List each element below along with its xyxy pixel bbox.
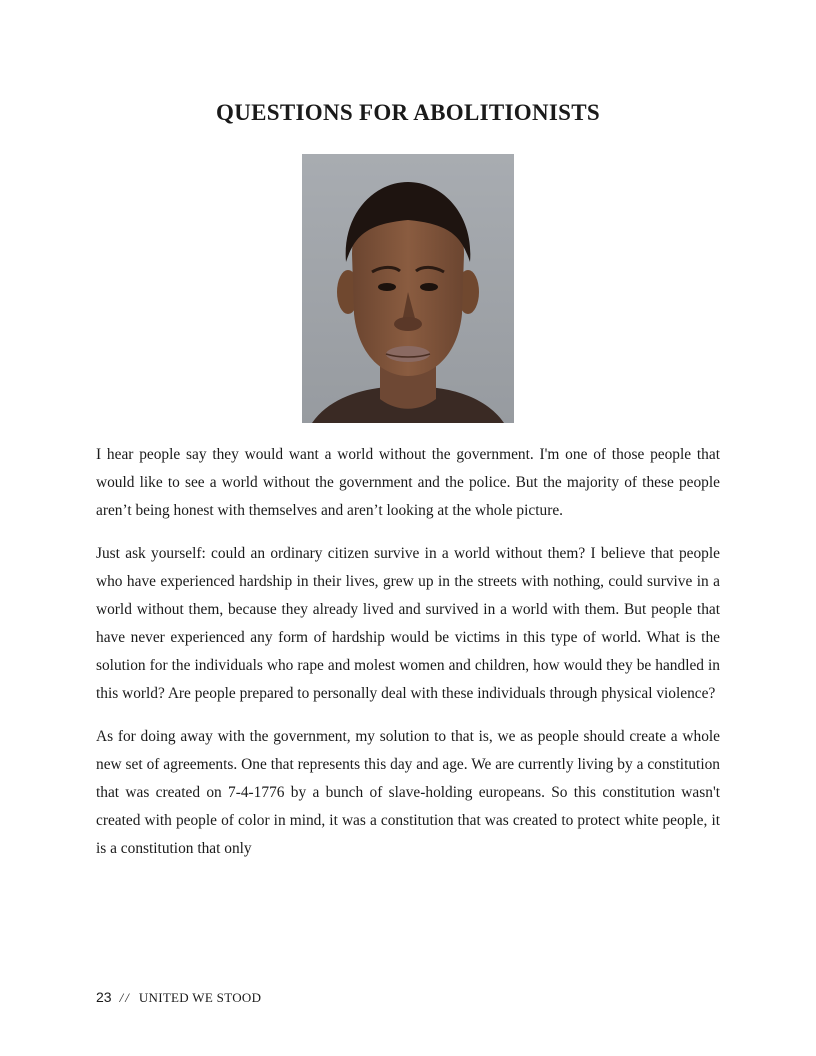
portrait-photo (302, 154, 514, 423)
page-title: QUESTIONS FOR ABOLITIONISTS (216, 100, 600, 125)
paragraph: Just ask yourself: could an ordinary citizen survive in a world without them? I believe that people who have experienced hardship in their lives, grew up in the streets with nothing, could survive in a world without them, because they already lived and survived in a world with them. But people that have never experienced any form of hardship would be victims in this type of world. What is the solution for the individuals who rape and molest women and children, how would they be handled in this world? Are people prepared to personally deal with these individuals through physical violence? (96, 545, 720, 702)
paragraph: I hear people say they would want a world without the government. I'm one of those people that would like to see a world without the government and the police. But the majority of these people aren’t being honest with themselves and aren’t looking at the whole picture. (96, 446, 720, 519)
page-number: 23 (96, 989, 112, 1005)
publication-name: UNITED WE STOOD (138, 990, 262, 1005)
article-body (96, 441, 720, 878)
page-footer (96, 989, 261, 1006)
paragraph: As for doing away with the government, my solution to that is, we as people should create a whole new set of agreements. One that represents this day and age. We are currently living by a constitution that was created on 7-4-1776 by a bunch of slave-holding europeans. So this constitution wasn't created with people of color in mind, it was a constitution that was created to protect white people, it is a constitution that only (96, 728, 720, 857)
footer-separator: // (119, 990, 131, 1005)
